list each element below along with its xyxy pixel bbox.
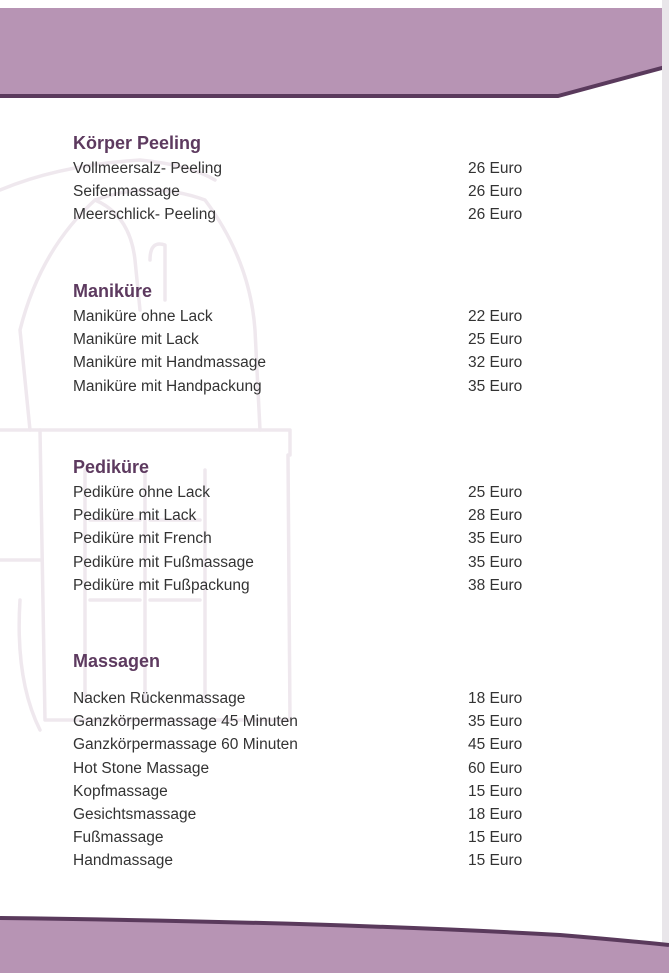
item-price: 28 Euro [468,507,523,525]
price-row [73,504,533,527]
item-price: 35 Euro [468,377,523,395]
item-price: 15 Euro [468,782,523,800]
price-row [73,375,533,398]
price-row [73,481,533,504]
item-price: 35 Euro [468,553,523,571]
item-price: 25 Euro [468,484,523,501]
item-name: Maniküre mit Lack [73,331,199,349]
price-row [73,710,533,733]
price-row [73,826,533,849]
price-row [73,328,533,351]
item-name: Maniküre mit Handmassage [73,354,266,372]
price-row [73,574,533,597]
top-band [0,8,669,96]
price-row [73,733,533,756]
price-row [73,305,533,328]
section-title: Massagen [73,651,161,671]
item-name: Pediküre ohne Lack [73,484,211,501]
item-price: 25 Euro [468,331,523,349]
item-price: 35 Euro [468,530,523,548]
item-name: Hot Stone Massage [73,759,210,777]
price-row [73,351,533,374]
section-koerper-peeling [73,133,533,227]
section-massagen [73,651,533,873]
price-row [73,203,533,226]
price-row [73,157,533,180]
item-name: Ganzkörpermassage 60 Minuten [73,736,298,754]
item-price: 26 Euro [468,160,523,177]
item-name: Pediküre mit French [73,530,212,548]
item-name: Pediküre mit Fußmassage [73,553,254,571]
item-price: 45 Euro [468,736,523,754]
section-pedikuere [73,457,533,597]
item-name: Fußmassage [73,829,164,847]
item-name: Meerschlick- Peeling [73,206,216,224]
section-manikuere [73,281,533,398]
house-sketch-watermark [0,160,290,730]
item-price: 26 Euro [468,183,523,201]
item-name: Vollmeersalz- Peeling [73,160,223,177]
item-price: 60 Euro [468,759,523,777]
price-row [73,527,533,550]
price-row [73,780,533,803]
item-price: 26 Euro [468,206,523,224]
item-price: 38 Euro [468,576,523,594]
item-name: Maniküre ohne Lack [73,308,213,325]
item-price: 18 Euro [468,805,523,823]
price-row [73,849,533,872]
item-name: Gesichtsmassage [73,805,197,823]
item-price: 15 Euro [468,852,523,870]
item-price: 35 Euro [468,713,523,731]
item-name: Nacken Rückenmassage [73,690,246,707]
item-name: Pediküre mit Fußpackung [73,576,250,594]
price-row [73,551,533,574]
item-price: 18 Euro [468,690,523,707]
item-name: Maniküre mit Handpackung [73,377,262,395]
item-name: Handmassage [73,852,173,870]
section-title: Maniküre [73,281,153,301]
price-row [73,180,533,203]
item-price: 22 Euro [468,308,523,325]
price-row [73,687,533,710]
section-title: Pediküre [73,457,150,477]
item-name: Ganzkörpermassage 45 Minuten [73,713,298,731]
price-row [73,803,533,826]
price-row [73,757,533,780]
section-title: Körper Peeling [73,133,202,153]
item-name: Kopfmassage [73,782,168,800]
item-name: Seifenmassage [73,183,180,201]
item-price: 32 Euro [468,354,523,372]
item-price: 15 Euro [468,829,523,847]
item-name: Pediküre mit Lack [73,507,197,525]
